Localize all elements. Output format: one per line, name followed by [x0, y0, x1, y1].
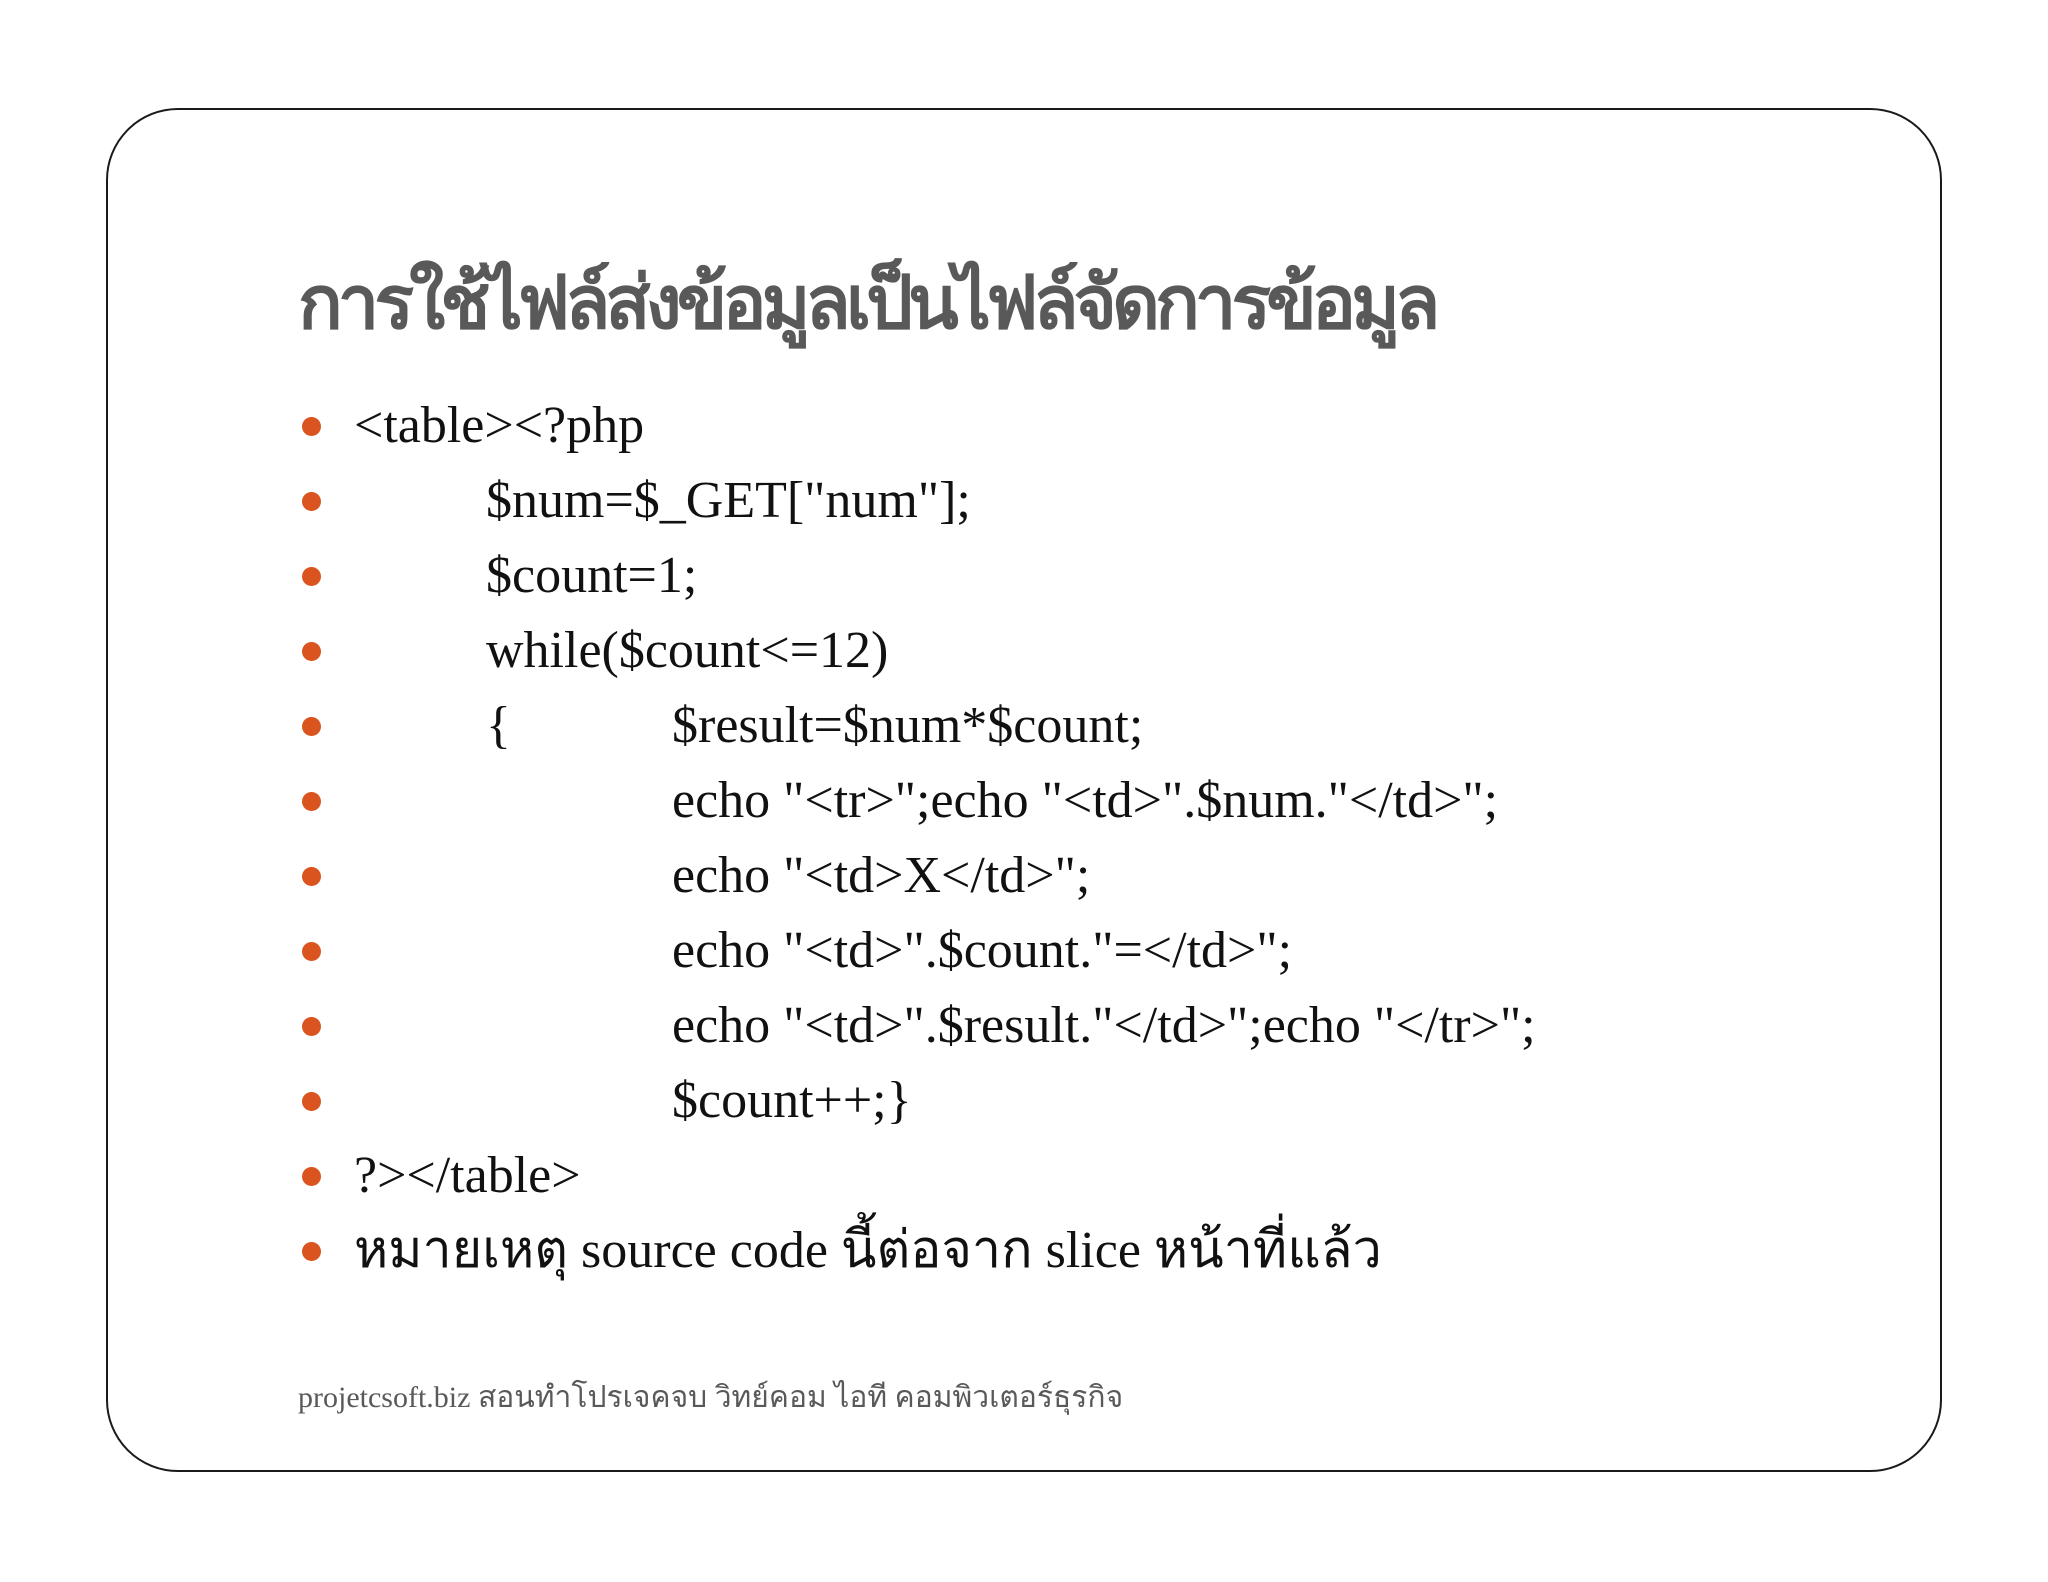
code-line: $count++;} [672, 1072, 912, 1129]
code-line: ?></table> [354, 1147, 581, 1204]
code-line: echo "<td>X</td>"; [672, 847, 1091, 904]
code-line: <table><?php [354, 397, 645, 454]
bullet-dot-icon [302, 492, 321, 511]
code-line: $result=$num*$count; [672, 697, 1144, 754]
bullet-dot-icon [302, 567, 321, 586]
bullet-dot-icon [302, 717, 321, 736]
bullet-dot-icon [302, 1242, 321, 1261]
list-item [0, 988, 1800, 1063]
list-item [0, 838, 1800, 913]
list-item [0, 688, 1800, 763]
list-item [0, 763, 1800, 838]
slide-title: การใช้ไฟล์ส่งข้อมูลเป็นไฟล์จัดการข้อมูล [298, 261, 1436, 344]
open-brace: { [486, 697, 511, 754]
bullet-dot-icon [302, 867, 321, 886]
list-item [0, 1063, 1800, 1138]
list-item [0, 1138, 1800, 1213]
bullet-dot-icon [302, 792, 321, 811]
list-item [0, 613, 1800, 688]
code-line: while($count<=12) [486, 622, 889, 679]
list-item [0, 1213, 1800, 1288]
bullet-dot-icon [302, 417, 321, 436]
list-item [0, 388, 1800, 463]
note-line: หมายเหตุ source code นี้ต่อจาก slice หน้าที่แล้ว [354, 1222, 1382, 1279]
code-line: echo "<td>".$result."</td>";echo "</tr>"; [672, 997, 1536, 1054]
bullet-dot-icon [302, 1017, 321, 1036]
slide-footer: projetcsoft.biz สอนทำโปรเจคจบ วิทย์คอม ไอที คอมพิวเตอร์ธุรกิจ [298, 1381, 1124, 1414]
list-item [0, 913, 1800, 988]
bullet-dot-icon [302, 642, 321, 661]
bullet-dot-icon [302, 1167, 321, 1186]
bullet-dot-icon [302, 1092, 321, 1111]
list-item [0, 463, 1800, 538]
list-item [0, 538, 1800, 613]
code-line: echo "<tr>";echo "<td>".$num."</td>"; [672, 772, 1499, 829]
bullet-dot-icon [302, 942, 321, 961]
code-line: echo "<td>".$count."=</td>"; [672, 922, 1293, 979]
code-line: $num=$_GET["num"]; [486, 472, 971, 529]
code-line: $count=1; [486, 547, 698, 604]
